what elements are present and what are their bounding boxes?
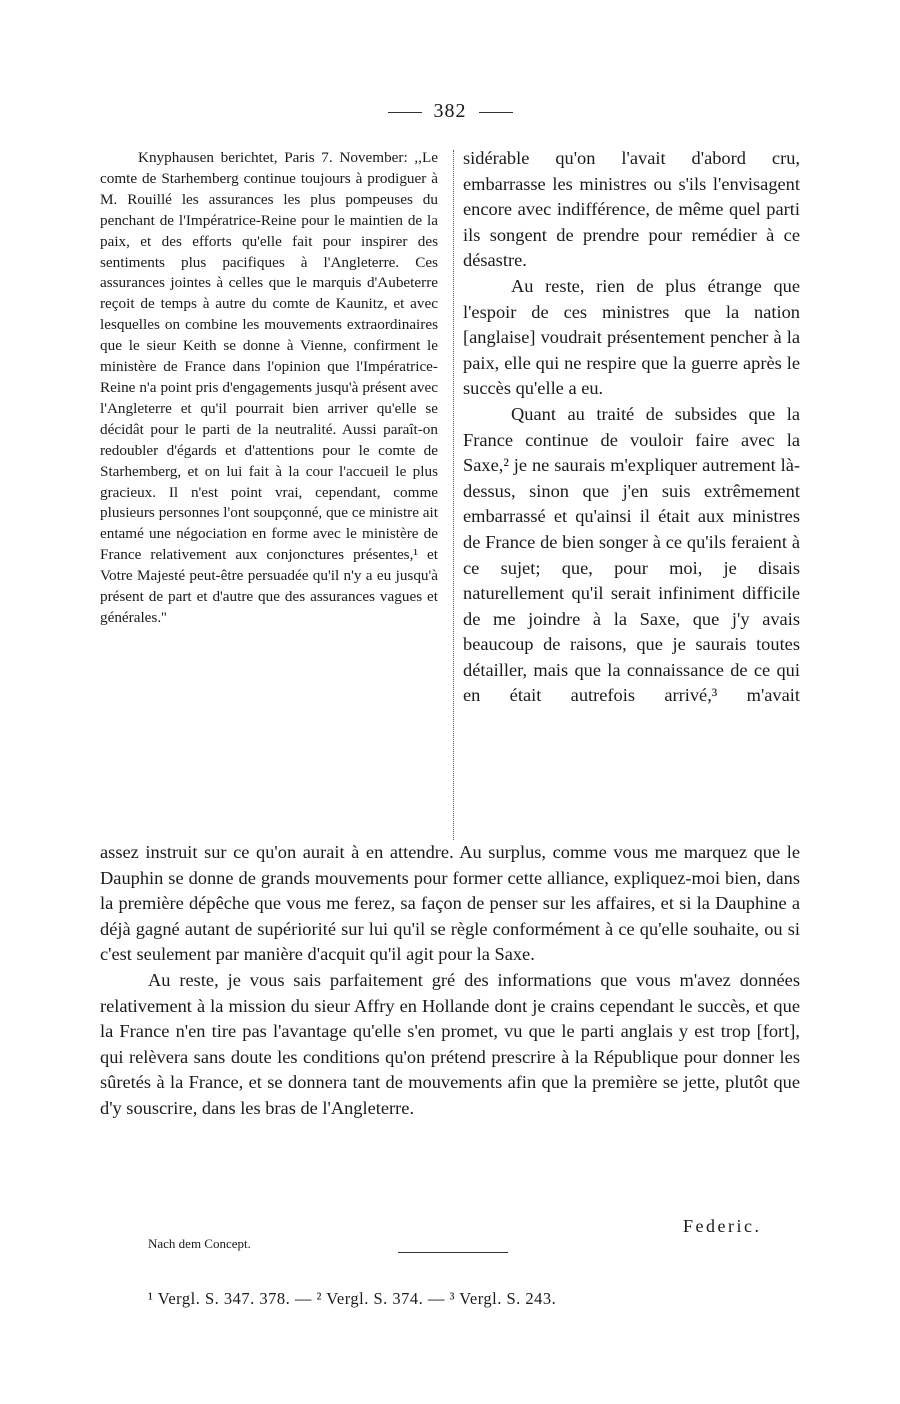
right-paragraph-3: Quant au traité de subsides que la France continue de vouloir faire avec la Saxe,² je ne saurais m'expliquer autrement là-dessus, sinon que j'en suis extrêmement embarrassé et qu'ainsi il était aux ministres de France de bien songer à ce qu'ils feraient à ce sujet; que, pour moi, je disais naturellement qu'il serait infiniment difficile de me joindre à la Saxe, que j'y avais beaucoup de raisons, que je saurais toutes détailler, mais que la connaissance de ce qui en était autrefois arrivé,³ m'avait	[463, 403, 800, 706]
header-dash-right	[479, 112, 513, 113]
main-text-right-column	[463, 146, 800, 709]
footnote-rule	[398, 1252, 508, 1253]
page-header	[0, 100, 900, 123]
sidenote-column	[100, 148, 438, 629]
source-note: Nach dem Concept.	[148, 1236, 251, 1251]
full-paragraph-1: assez instruit sur ce qu'on aurait à en attendre. Au surplus, comme vous me marquez que le Dauphin se donne de grands mouvements pour former cette alliance, expliquez-moi bien, dans la première dépêche que vous me ferez, sa façon de penser sur les affaires, et si la Dauphine a déjà gagné autant de supériorité sur lui qu'il se règle conformément à ce qu'elle souhaite, ou si c'est seulement par manière d'acquit qu'il agit pour la Saxe.	[100, 842, 800, 965]
full-paragraph-2: Au reste, je vous sais parfaitement gré des informations que vous m'avez données relativement à la mission du sieur Affry en Hollande dont je crains cependant le succès, et que la France n'en tire pas l'avantage qu'elle s'en promet, vu que le parti anglais y est trop [fort], qui relèvera sans doute les conditions qu'on prétend prescrire à la République pour donner les sûretés à la France, et se donnera tant de mouvements afin que la première se jette, plutôt que d'y souscrire, dans les bras de l'Angleterre.	[100, 969, 800, 1118]
signature: Federic.	[683, 1216, 762, 1236]
main-text-full-width	[100, 840, 800, 1122]
header-dash-left	[388, 112, 422, 113]
column-divider	[453, 150, 454, 840]
right-paragraph-2: Au reste, rien de plus étrange que l'espoir de ces ministres que la nation [anglaise] voudrait présentement pencher à la paix, elle qui ne respire que la guerre après le succès qu'elle a eu.	[463, 275, 800, 399]
page-number: 382	[433, 100, 467, 122]
sidenote-text: Knyphausen berichtet, Paris 7. November: ,,Le comte de Starhemberg continue toujours à prodiguer à M. Rouillé les assurances les plus pompeuses du penchant de l'Impératrice-Reine pour le maintien de la paix, et des efforts qu'elle fait pour inspirer des sentiments plus pacifiques à l'Angleterre. Ces assurances jointes à celles que le marquis d'Aubeterre reçoit de temps à autre du comte de Kaunitz, et avec lesquelles on combine les mouvements extraordinaires que le sieur Keith se donne à Vienne, confirment le ministère de France dans l'opinion que l'Impératrice-Reine n'a point pris d'engagements jusqu'à présent avec l'Angleterre et qu'il pourrait bien arriver qu'elle se décidât pour le parti de la neutralité. Aussi paraît-on redoubler d'égards et d'attentions pour le comte de Starhemberg, et on lui fait à la cour l'accueil le plus gracieux. Il n'est point vrai, cependant, comme plusieurs personnes l'ont soupçonné, que ce ministre ait entamé une négociation en forme avec le ministère de France relativement aux conjonctures présentes,¹ et Votre Majesté peut-être persuadée qu'il n'y a eu jusqu'à présent de part et d'autre que des assurances vagues et générales.''	[100, 149, 438, 626]
footnotes: ¹ Vergl. S. 347. 378. — ² Vergl. S. 374. — ³ Vergl. S. 243.	[148, 1289, 557, 1308]
right-paragraph-1: sidérable qu'on l'avait d'abord cru, embarrasse les ministres ou s'ils l'envisagent encore avec indifférence, de même quel parti ils songent de prendre pour remédier à ce désastre.	[463, 148, 800, 271]
